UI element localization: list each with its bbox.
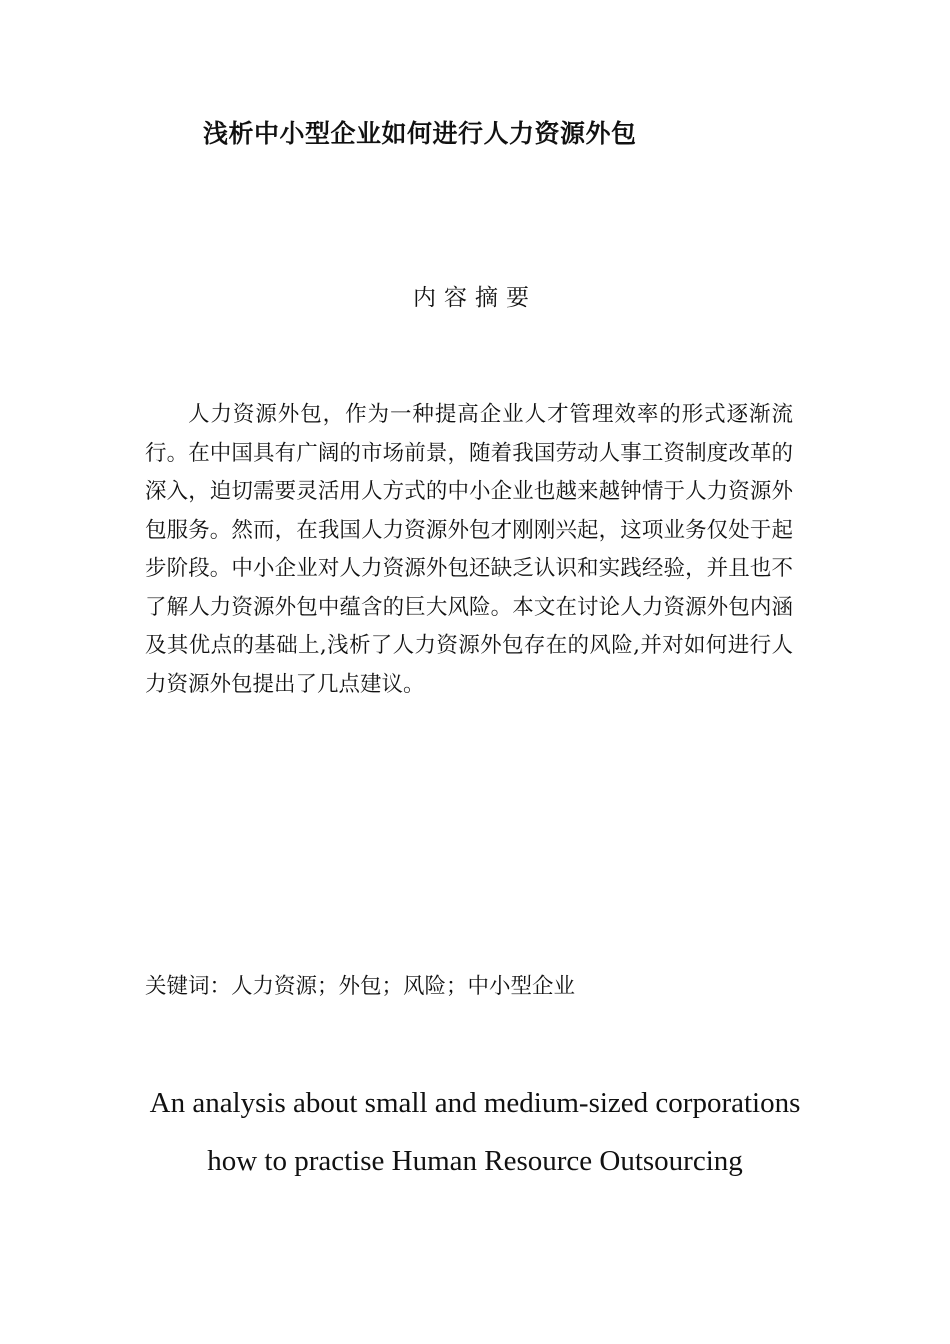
document-title: 浅析中小型企业如何进行人力资源外包: [203, 119, 637, 148]
english-title-line-2: how to practise Human Resource Outsourcing: [207, 1145, 743, 1177]
english-title: [0, 1074, 950, 1190]
keywords-line: 关键词：人力资源；外包；风险；中小型企业: [145, 974, 576, 999]
abstract-paragraph: 人力资源外包，作为一种提高企业人才管理效率的形式逐渐流行。在中国具有广阔的市场前景，随着我国劳动人事工资制度改革的深入，迫切需要灵活用人方式的中小企业也越来越钟情于人力资源外包服务。然而，在我国人力资源外包才刚刚兴起，这项业务仅处于起步阶段。中小企业对人力资源外包还缺乏认识和实践经验，并且也不了解人力资源外包中蕴含的巨大风险。本文在讨论人力资源外包内涵及其优点的基础上,浅析了人力资源外包存在的风险,并对如何进行人力资源外包提出了几点建议。: [145, 402, 793, 697]
english-title-line-1: An analysis about small and medium-sized corporations: [149, 1087, 801, 1119]
abstract-heading: 内容摘要: [413, 285, 537, 311]
